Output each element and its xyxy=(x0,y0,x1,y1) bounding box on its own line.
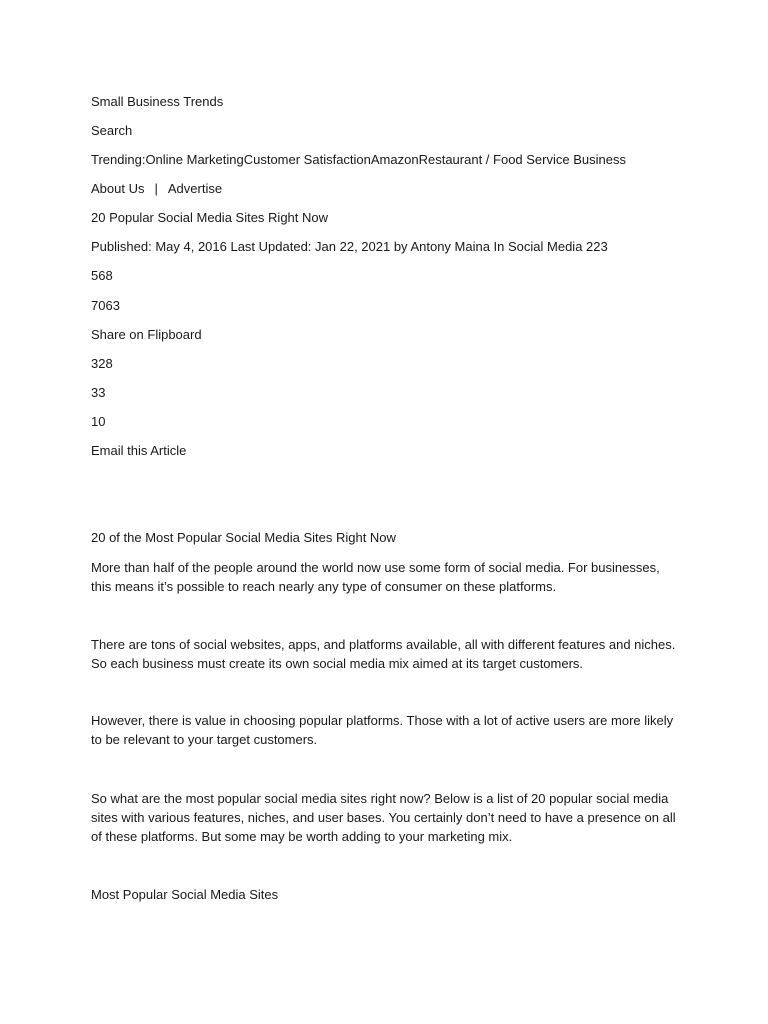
trending-label: Trending: xyxy=(91,152,146,167)
share-count-2[interactable]: 7063 xyxy=(91,298,120,313)
trending-item-online-marketing[interactable]: Online Marketing xyxy=(145,152,244,167)
paragraph-4: So what are the most popular social media sites right now? Below is a list of 20 popular social media sites with various features, niches, and user bases. You certainly don’t need to have a presence on all of these platforms. But some may be worth adding to your marketing mix. xyxy=(91,791,676,844)
trending-item-amazon[interactable]: Amazon xyxy=(370,152,419,167)
list-heading: Most Popular Social Media Sites xyxy=(91,887,279,902)
share-count-5[interactable]: 10 xyxy=(91,414,106,429)
section-title: 20 of the Most Popular Social Media Sites Right Now xyxy=(91,530,396,545)
advertise-link[interactable]: Advertise xyxy=(167,181,223,196)
search-link[interactable]: Search xyxy=(91,123,133,138)
trending-bar xyxy=(91,150,626,169)
share-count-4[interactable]: 33 xyxy=(91,385,106,400)
article-headline: 20 Popular Social Media Sites Right Now xyxy=(91,210,329,225)
share-flipboard-link[interactable]: Share on Flipboard xyxy=(91,327,202,342)
share-count-1[interactable]: 568 xyxy=(91,268,113,283)
article-meta: Published: May 4, 2016 Last Updated: Jan 22, 2021 by Antony Maina In Social Media 223 xyxy=(91,239,608,254)
trending-item-customer-satisfaction[interactable]: Customer Satisfaction xyxy=(243,152,371,167)
site-name[interactable]: Small Business Trends xyxy=(91,94,224,109)
paragraph-2: There are tons of social websites, apps, and platforms available, all with different features and niches. So each business must create its own social media mix aimed at its target customers. xyxy=(91,637,676,671)
email-article-link[interactable]: Email this Article xyxy=(91,443,187,458)
nav-links xyxy=(91,179,222,198)
share-count-3[interactable]: 328 xyxy=(91,356,113,371)
nav-separator: | xyxy=(154,181,158,196)
paragraph-3: However, there is value in choosing popular platforms. Those with a lot of active users are more likely to be relevant to your target customers. xyxy=(91,713,674,747)
paragraph-1: More than half of the people around the world now use some form of social media. For businesses, this means it’s possible to reach nearly any type of consumer on these platforms. xyxy=(91,560,660,594)
trending-item-restaurant[interactable]: Restaurant / Food Service Business xyxy=(418,152,626,167)
about-us-link[interactable]: About Us xyxy=(91,181,145,196)
